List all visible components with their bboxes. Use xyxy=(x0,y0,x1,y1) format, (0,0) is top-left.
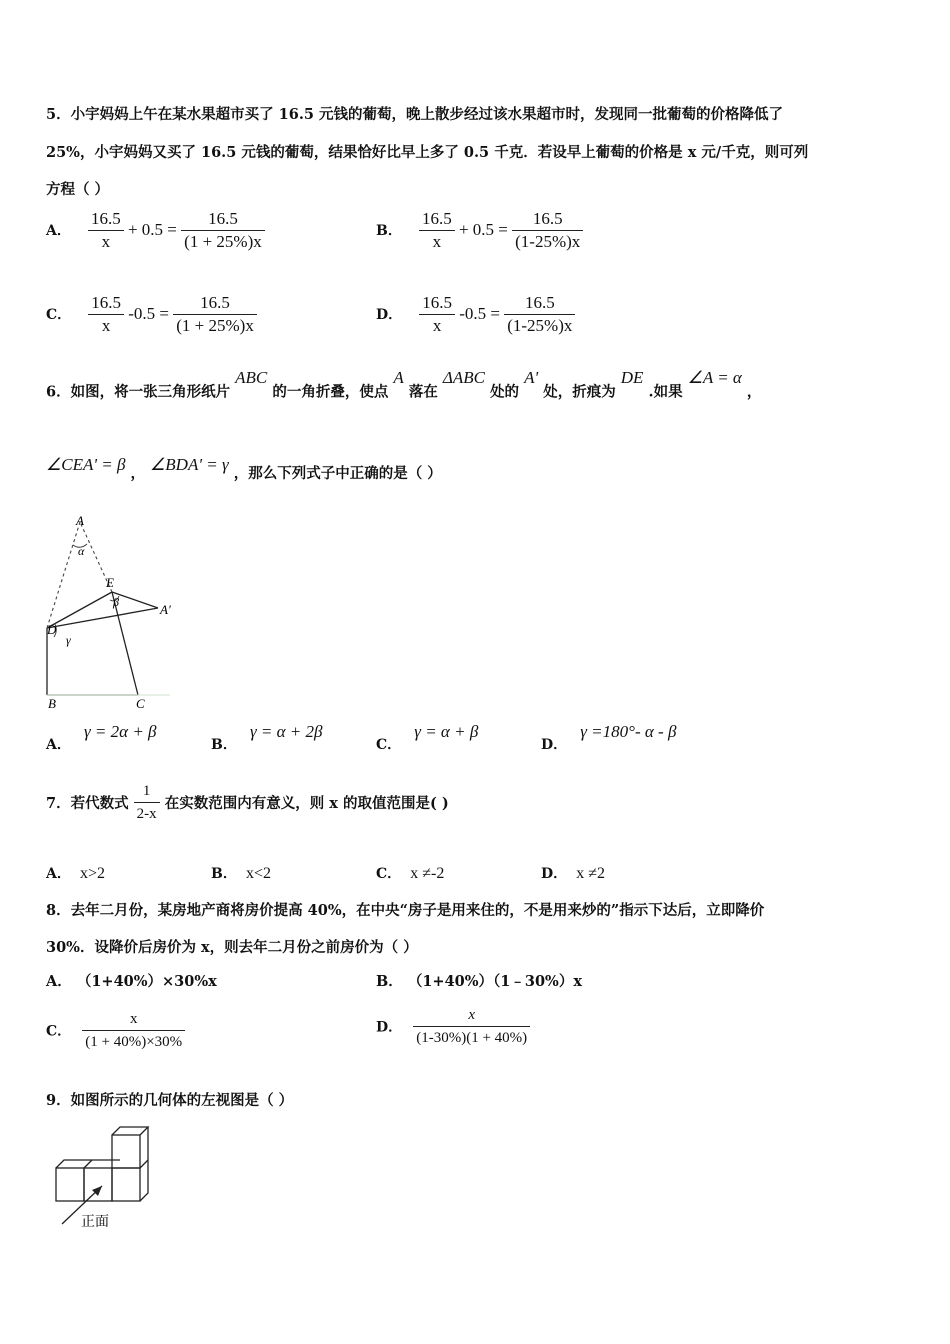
label-b: B xyxy=(48,696,56,710)
cube-front xyxy=(56,1168,84,1201)
q6-math: ABC xyxy=(235,368,268,387)
option-label: C． xyxy=(46,1023,72,1040)
q6-math: ∠A = α xyxy=(687,368,742,387)
frac-num: 16.5 xyxy=(504,292,575,315)
q6-math: A xyxy=(393,368,404,387)
frac-num: 16.5 xyxy=(181,208,265,231)
frac-num: x xyxy=(82,1008,185,1031)
q5-option-d[interactable] xyxy=(376,292,575,337)
option-expr: γ = 2α + β xyxy=(83,722,157,741)
frac-den: (1 + 40%)×30% xyxy=(85,1034,183,1050)
frac-num: 16.5 xyxy=(419,208,455,231)
frac-num: 16.5 xyxy=(88,292,124,315)
q9-cube-figure xyxy=(50,1122,165,1234)
option-expr: x ≠-2 xyxy=(410,865,445,882)
frac-mid: + 0.5 = xyxy=(458,220,508,240)
option-label: A． xyxy=(46,973,72,990)
option-label: A． xyxy=(46,222,71,239)
q8-option-b[interactable] xyxy=(376,970,582,991)
q5-line1: 5．小宇妈妈上午在某水果超市买了 16.5 元钱的葡萄，晚上散步经过该水果超市时，发现同一批葡萄的价格降低了 xyxy=(46,106,783,123)
frac-den: x xyxy=(432,316,442,335)
option-fraction xyxy=(82,1008,185,1053)
label-a: A xyxy=(76,513,84,528)
q5-option-b[interactable] xyxy=(376,208,583,253)
frac-num: 1 xyxy=(134,780,160,803)
option-label: C． xyxy=(376,737,402,753)
option-label: B． xyxy=(376,222,402,239)
q6-option-a[interactable] xyxy=(46,722,157,753)
q6-triangle-figure xyxy=(40,510,185,710)
option-expr: γ =180°- α - β xyxy=(580,722,677,741)
option-expr: γ = α + 2β xyxy=(249,722,323,741)
option-label: B． xyxy=(211,737,237,753)
q5-option-c[interactable] xyxy=(46,292,257,337)
label-beta: β xyxy=(113,595,119,609)
frac-den: x xyxy=(101,316,111,335)
q7-option-a[interactable] xyxy=(46,863,105,883)
q8-line1: 8．去年二月份，某房地产商将房价提高 40%，在中央“房子是用来住的，不是用来炒的”指示下达后，立即降价 xyxy=(46,902,765,919)
q6-option-b[interactable] xyxy=(211,722,323,753)
q6-option-d[interactable] xyxy=(541,722,677,753)
q6-text: ， xyxy=(746,383,762,401)
label-d: D xyxy=(47,622,57,637)
q6-text: ，那么下列式子中正确的是（ ） xyxy=(233,465,442,482)
q8-option-a[interactable] xyxy=(46,970,217,991)
frac-den: (1-25%)x xyxy=(515,232,581,251)
q5-option-a[interactable] xyxy=(46,208,265,253)
option-label: D． xyxy=(376,306,403,323)
q7-option-b[interactable] xyxy=(211,863,271,883)
line-da1 xyxy=(47,608,158,628)
frac-num: x xyxy=(413,1004,530,1027)
cube-top xyxy=(84,1160,92,1168)
q6-math: ∠BDA' = γ xyxy=(150,455,229,474)
q8-option-c[interactable] xyxy=(46,1008,185,1053)
q7-fraction xyxy=(134,780,160,825)
frac-mid: + 0.5 = xyxy=(127,220,177,240)
frac-num: 16.5 xyxy=(512,208,583,231)
label-c: C xyxy=(136,696,145,710)
label-front: 正面 xyxy=(81,1214,109,1230)
option-expr: x>2 xyxy=(79,865,105,882)
q7-text: 在实数范围内有意义，则 x 的取值范围是( ) xyxy=(164,795,449,812)
q7-stem xyxy=(46,780,449,825)
q6-text: .如果 xyxy=(648,383,683,401)
cube-top xyxy=(112,1127,148,1135)
cube-front xyxy=(84,1168,112,1201)
frac-num: 16.5 xyxy=(173,292,257,315)
option-label: A． xyxy=(46,866,71,882)
q6-text: 处的 xyxy=(490,383,520,401)
q6-text: 6．如图，将一张三角形纸片 xyxy=(46,383,231,401)
option-expr: （1+40%）（1﹣30%）x xyxy=(407,973,582,990)
q6-math: ∠CEA' = β xyxy=(46,455,126,474)
frac-den: x xyxy=(101,232,111,251)
q7-option-d[interactable] xyxy=(541,863,605,883)
option-label: C． xyxy=(376,866,402,882)
q5-line2: 25%，小宇妈妈又买了 16.5 元钱的葡萄，结果恰好比早上多了 0.5 千克．若设早上葡萄的价格是 x 元/千克，则可列 xyxy=(46,144,809,161)
option-label: D． xyxy=(376,1019,403,1036)
frac-den: 2-x xyxy=(136,806,157,822)
option-expr: x<2 xyxy=(245,865,271,882)
q8-line2: 30%．设降价后房价为 x，则去年二月份之前房价为（ ） xyxy=(46,939,418,956)
q6-stem-line2 xyxy=(46,455,442,483)
option-fraction xyxy=(413,1004,530,1049)
q8-option-d[interactable] xyxy=(376,1004,530,1049)
q6-math: A' xyxy=(524,368,539,387)
q6-stem-line1 xyxy=(46,368,762,402)
frac-mid: -0.5 = xyxy=(128,304,169,324)
option-label: B． xyxy=(376,973,403,990)
option-expr: （1+40%）×30%x xyxy=(76,973,217,990)
frac-mid: -0.5 = xyxy=(459,304,500,324)
option-label: A． xyxy=(46,737,71,753)
label-e: E xyxy=(106,575,114,590)
q9-line1: 9．如图所示的几何体的左视图是（ ） xyxy=(46,1092,294,1109)
option-label: B． xyxy=(211,866,237,882)
q6-option-c[interactable] xyxy=(376,722,479,753)
frac-den: (1 + 25%)x xyxy=(176,316,254,335)
label-a-prime: A′ xyxy=(160,602,171,617)
cube-side xyxy=(140,1160,148,1168)
q6-text: 处，折痕为 xyxy=(543,383,616,401)
q6-text: 的一角折叠，使点 xyxy=(272,383,389,401)
frac-num: 16.5 xyxy=(88,208,124,231)
q5-line3: 方程（ ） xyxy=(46,181,110,198)
q6-math: DE xyxy=(620,368,644,387)
q6-text: ， xyxy=(130,465,145,482)
label-gamma: γ xyxy=(66,633,71,647)
option-label: D． xyxy=(541,737,568,753)
q6-math: ΔABC xyxy=(442,368,485,387)
frac-den: (1-30%)(1 + 40%) xyxy=(416,1030,528,1046)
q7-text: 7．若代数式 xyxy=(46,795,129,812)
cube-front xyxy=(112,1135,140,1168)
option-label: D． xyxy=(541,866,568,882)
q6-text: 落在 xyxy=(408,383,438,401)
frac-den: (1 + 25%)x xyxy=(184,232,262,251)
option-expr: x ≠2 xyxy=(576,865,606,882)
frac-den: (1-25%)x xyxy=(507,316,573,335)
option-expr: γ = α + β xyxy=(414,722,479,741)
frac-num: 16.5 xyxy=(419,292,455,315)
q7-option-c[interactable] xyxy=(376,863,444,883)
cube-front xyxy=(112,1168,140,1201)
option-label: C． xyxy=(46,306,72,323)
frac-den: x xyxy=(432,232,442,251)
label-alpha: α xyxy=(78,544,85,558)
